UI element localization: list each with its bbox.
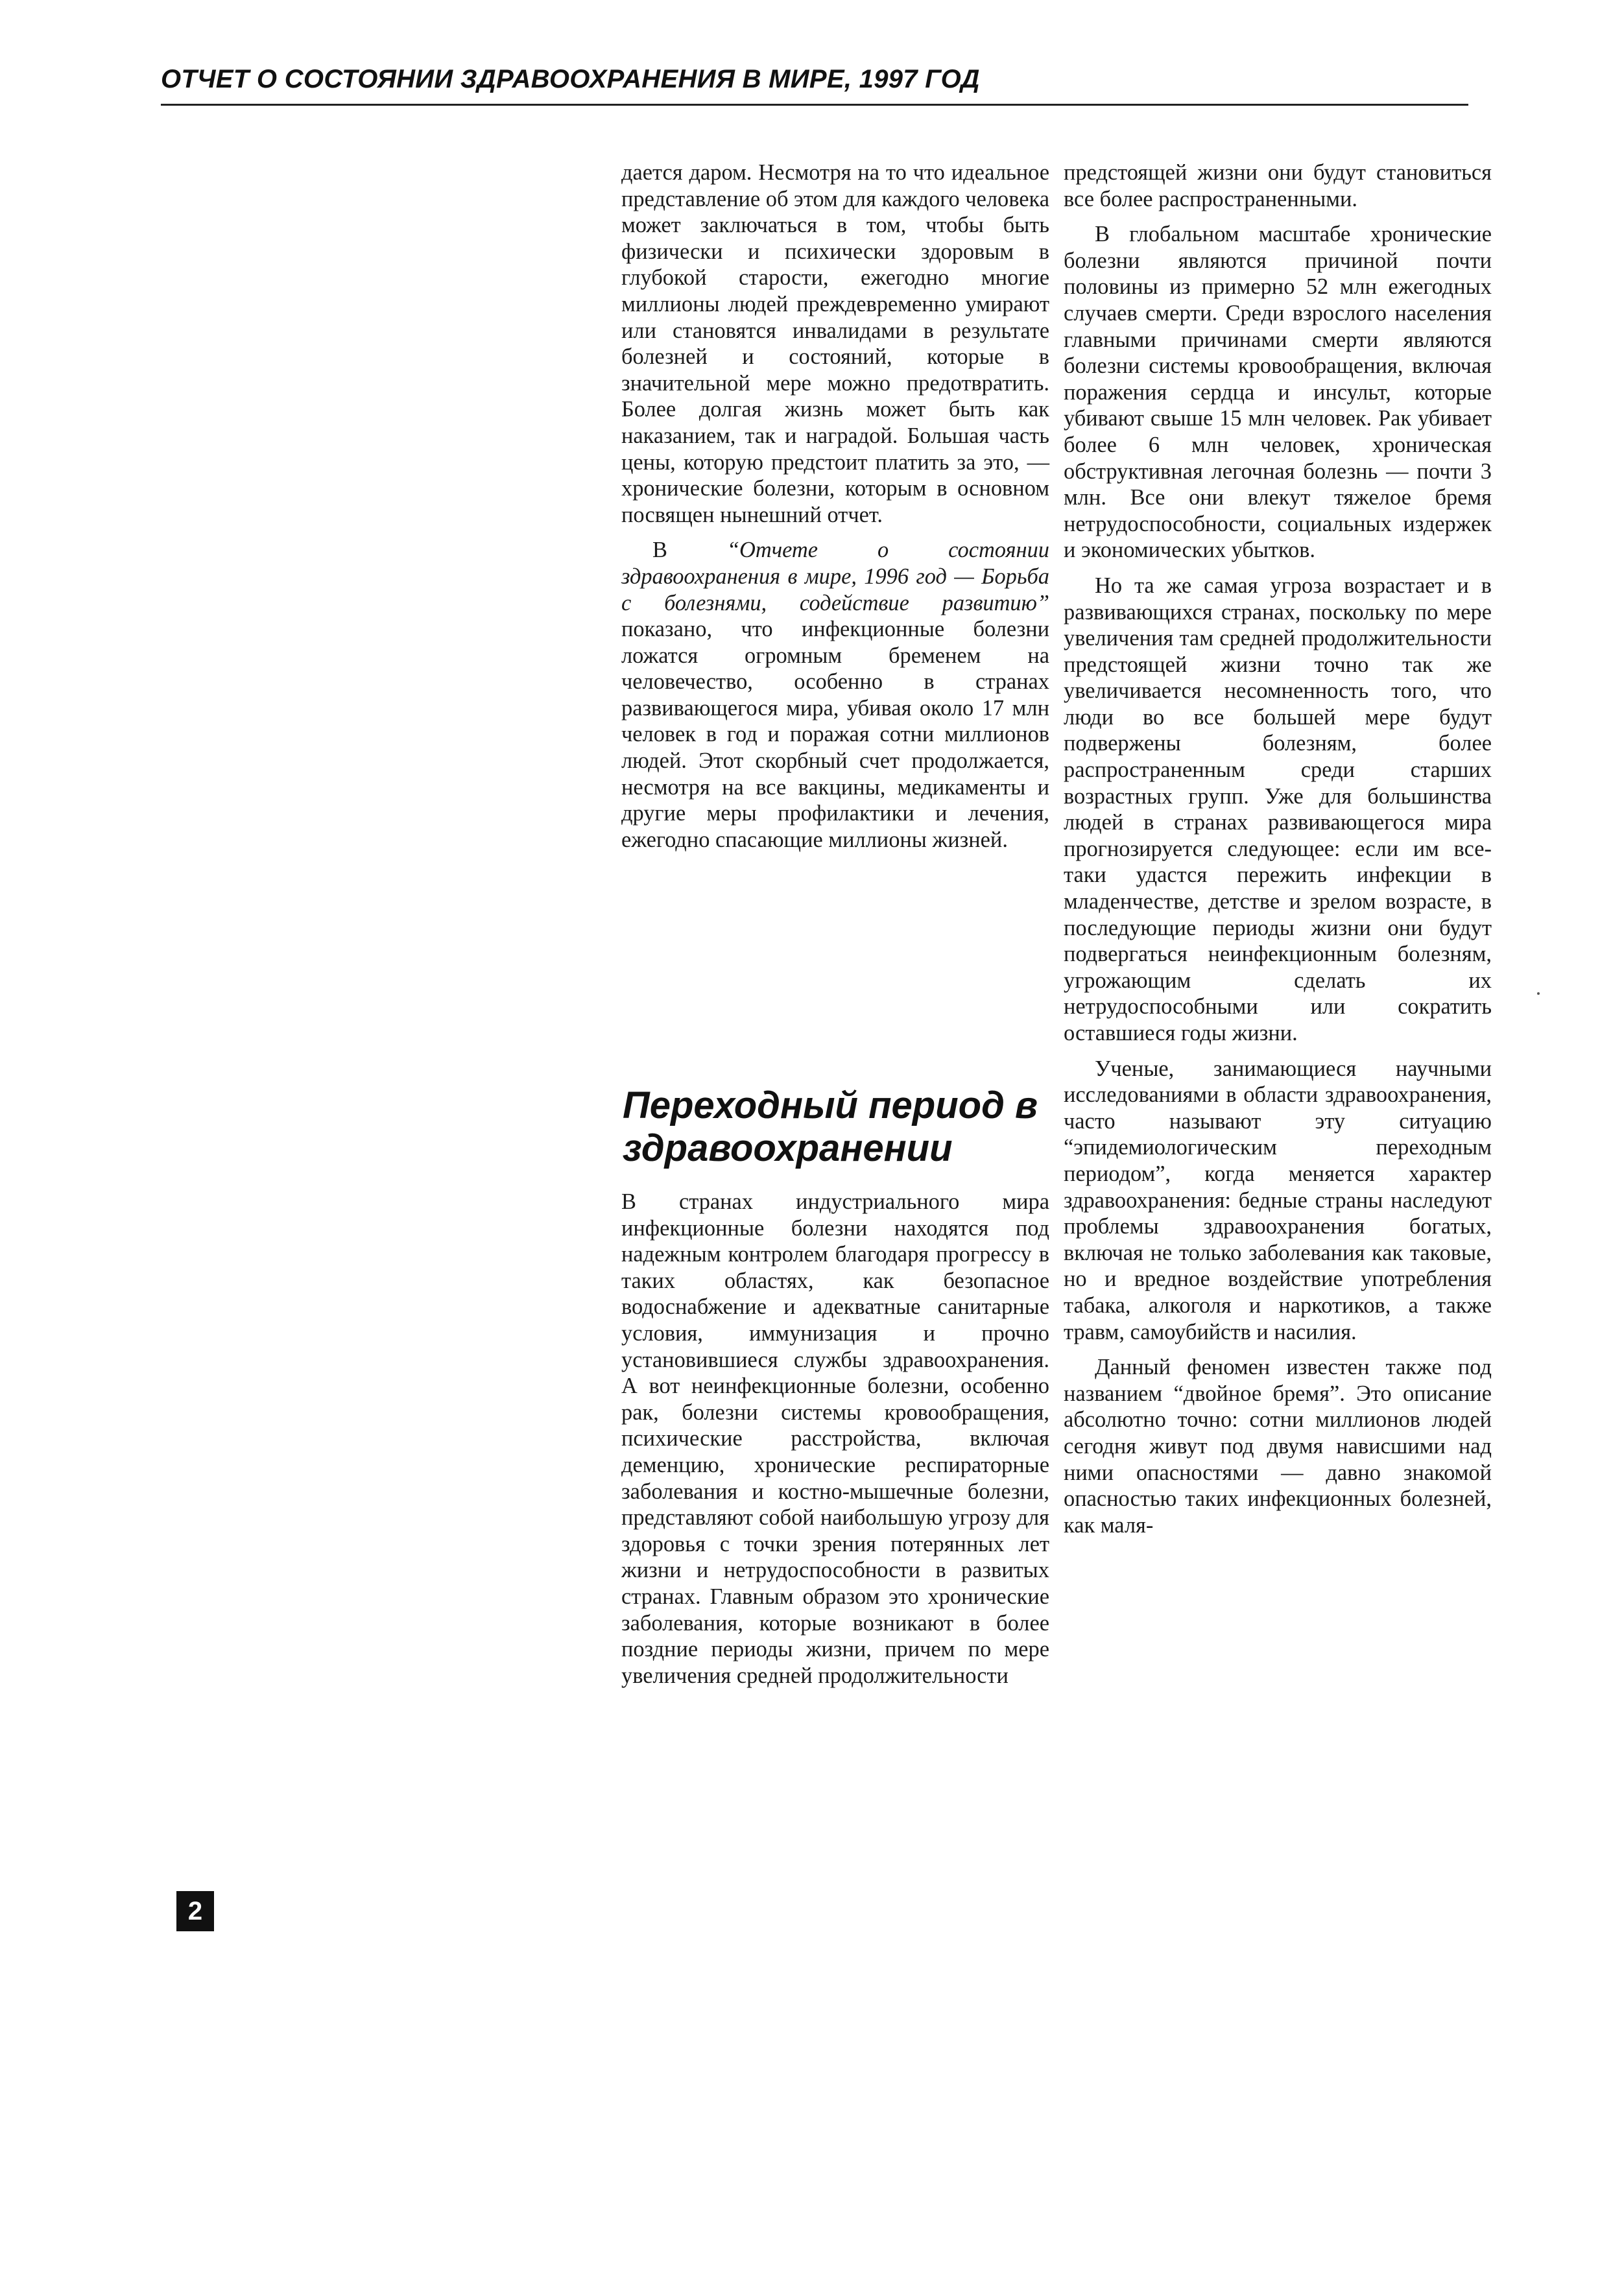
section-heading: Переходный период в здравоохранении — [623, 1084, 1038, 1169]
report-title-citation: “Отчете о состоянии здравоохранения в мире, 1996 год — Борьба с болезнями, содействие развитию” — [621, 538, 1049, 615]
left-paragraph-2 — [621, 537, 1049, 853]
running-header: ОТЧЕТ О СОСТОЯНИИ ЗДРАВООХРАНЕНИЯ В МИРЕ, 1997 ГОД — [161, 65, 980, 93]
left-paragraph-2-rest: показано, что инфекционные болезни ложатся огромным бременем на человечество, особенно в странах развивающегося мира, убивая около 17 млн человек в год и поражая сотни миллионов людей. Этот скорбный счет продолжается, несмотря на все вакцины, медикаменты и другие меры профилактики и лечения, ежегодно спасающие миллионы жизней. — [621, 617, 1049, 852]
left-paragraph-2-lead: В — [652, 538, 727, 563]
left-paragraph-3: В странах индустриального мира инфекционные болезни находятся под надежным контролем благодаря прогрессу в таких областях, как безопасное водоснабжение и адекватные санитарные условия, иммунизация и прочно установившиеся службы здравоохранения. А вот неинфекционные болезни, особенно рак, болезни системы кровообращения, психические расстройства, включая деменцию, хронические респираторные заболевания и костно-мышечные болезни, представляют собой наибольшую угрозу для здоровья с точки зрения потерянных лет жизни и нетрудоспособности в развитых странах. Главным образом это хронические заболевания, которые возникают в более поздние периоды жизни, причем по мере увеличения средней продолжительности — [621, 1189, 1049, 1688]
left-column-top — [621, 160, 1049, 853]
left-paragraph-1: дается даром. Несмотря на то что идеальное представление об этом для каждого человека может заключаться в том, чтобы быть физически и психически здоровым в глубокой старости, ежегодно многие миллионы людей преждевременно умирают или становятся инвалидами в результате болезней и состояний, которые в значительной мере можно предотвратить. Более долгая жизнь может быть как наказанием, так и наградой. Большая часть цены, которую предстоит платить за это, — хронические болезни, которым в основном посвящен нынешний отчет. — [621, 160, 1049, 527]
right-paragraph-5: Данный феномен известен также под названием “двойное бремя”. Это описание абсолютно точно: сотни миллионов людей сегодня живут под двумя нависшими над ними опасностями — давно знакомой опасностью таких инфекционных болезней, как маля- — [1064, 1355, 1492, 1538]
right-paragraph-2: В глобальном масштабе хронические болезни являются причиной почти половины из примерно 52 млн ежегодных случаев смерти. Среди взрослого населения главными причинами смерти являются болезни системы кровообращения, включая поражения сердца и инсульт, которые убивают свыше 15 млн человек. Рак убивает более 6 млн человек, хроническая обструктивная легочная болезнь — почти 3 млн. Все они влекут тяжелое бремя нетрудоспособности, социальных издержек и экономических убытков. — [1064, 222, 1492, 563]
right-paragraph-3: Но та же самая угроза возрастает и в развивающихся странах, поскольку по мере увеличения там средней продолжительности предстоящей жизни точно так же увеличивается несомненность того, что люди во все большей мере будут подвержены болезням, более распространенным среди старших возрастных групп. Уже для большинства людей в странах развивающегося мира прогнозируется следующее: если им все-таки удастся пережить инфекции в младенчестве, детстве и зрелом возрасте, в последующие периоды жизни они будут подвергаться неинфекционным болезням, угрожающим сделать их нетрудоспособными или сократить оставшиеся годы жизни. — [1064, 573, 1492, 1045]
scan-speck — [1537, 992, 1540, 995]
right-column — [1064, 160, 1492, 1538]
right-paragraph-1: предстоящей жизни они будут становиться все более распространенными. — [1064, 160, 1492, 211]
right-paragraph-4: Ученые, занимающиеся научными исследованиями в области здравоохранения, часто называют эту ситуацию “эпидемиологическим переходным периодом”, когда меняется характер здравоохранения: бедные страны наследуют проблемы здравоохранения богатых, включая не только заболевания как таковые, но и вредное воздействие употребления табака, алкоголя и наркотиков, а также травм, самоубийств и насилия. — [1064, 1056, 1492, 1344]
header-rule — [161, 104, 1468, 106]
left-column-bottom — [621, 1189, 1049, 1689]
page-number: 2 — [176, 1891, 214, 1931]
